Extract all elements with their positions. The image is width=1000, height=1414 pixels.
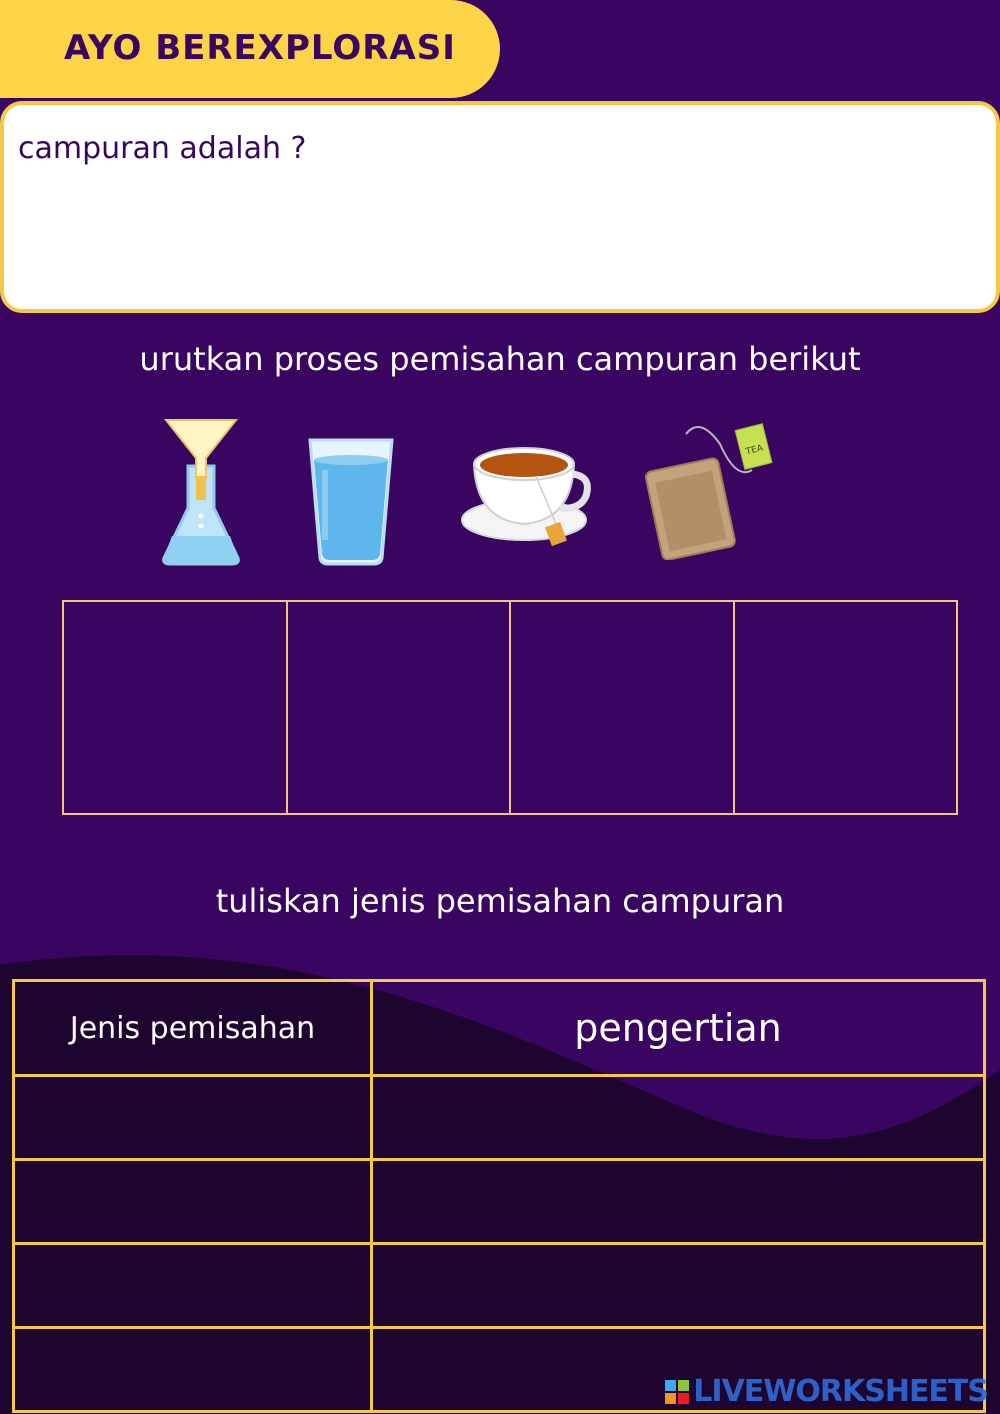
table-row [14, 1160, 985, 1244]
tea-bag-icon[interactable] [640, 420, 776, 560]
definition-cell[interactable] [372, 1076, 985, 1160]
svg-text:TEA: TEA [744, 443, 765, 458]
definition-cell[interactable] [372, 1244, 985, 1328]
liveworksheets-logo-icon [665, 1380, 689, 1404]
section-heading-order: urutkan proses pemisahan campuran berikut [139, 340, 861, 378]
separation-table [12, 979, 986, 1413]
column-header-definition: pengertian [372, 981, 985, 1076]
watermark-text: LIVEWORKSHEETS [693, 1374, 988, 1409]
question-text: campuran adalah ? [18, 131, 307, 166]
column-header-type: Jenis pemisahan [14, 981, 372, 1076]
definition-cell[interactable] [372, 1160, 985, 1244]
order-slot-1[interactable] [64, 602, 288, 813]
type-cell[interactable] [14, 1076, 372, 1160]
title-banner [0, 0, 500, 98]
order-slot-2[interactable] [288, 602, 512, 813]
table-row [14, 1244, 985, 1328]
type-cell[interactable] [14, 1244, 372, 1328]
answer-box[interactable] [0, 101, 1000, 313]
watermark [665, 1374, 988, 1409]
order-slot-4[interactable] [735, 602, 957, 813]
filter-flask-icon[interactable] [158, 418, 244, 568]
page-title: AYO BEREXPLORASI [64, 28, 456, 68]
type-cell[interactable] [14, 1160, 372, 1244]
water-glass-icon[interactable] [306, 436, 396, 568]
order-slot-3[interactable] [511, 602, 735, 813]
table-header-row [14, 981, 985, 1076]
section-heading-types: tuliskan jenis pemisahan campuran [215, 882, 785, 920]
order-grid [62, 600, 958, 815]
tea-cup-icon[interactable] [460, 440, 594, 550]
table-row [14, 1076, 985, 1160]
icon-row [0, 410, 1000, 570]
type-cell[interactable] [14, 1328, 372, 1412]
